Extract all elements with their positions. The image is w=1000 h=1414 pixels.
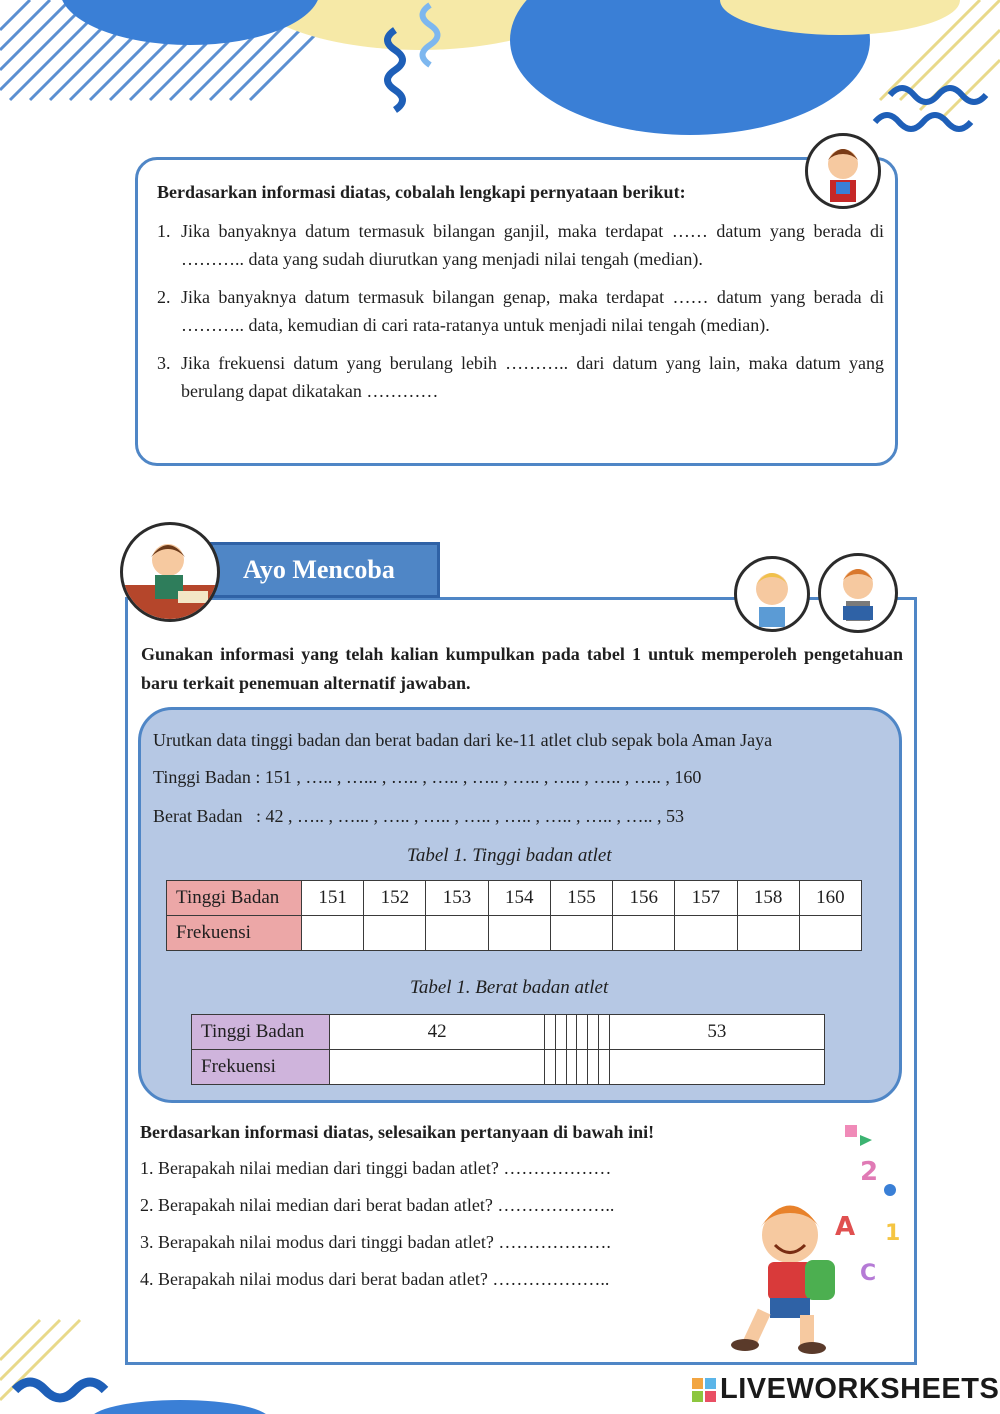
frequency-input-cell[interactable] (566, 1050, 577, 1085)
svg-text:C: C (860, 1261, 877, 1286)
list-item: 3. Berapakah nilai modus dari tinggi badan atlet? ………………. (140, 1232, 611, 1252)
table-cell: 151 (302, 881, 364, 916)
frequency-input-cell[interactable] (588, 1050, 599, 1085)
table-cell: 42 (330, 1015, 545, 1050)
table-header: Tinggi Badan (167, 881, 302, 916)
instruction-text: Urutkan data tinggi badan dan berat badan dari ke-11 atlet club sepak bola Aman Jaya (153, 730, 773, 750)
table-cell: 155 (550, 881, 612, 916)
frequency-input-cell[interactable] (675, 916, 737, 951)
table-header: Tinggi Badan (192, 1015, 330, 1050)
frequency-input-cell[interactable] (488, 916, 550, 951)
weight-table (191, 1014, 825, 1085)
height-sequence: Tinggi Badan : 151 , ….. , …... , ….. , ….. , ….. , ….. , ….. , ….. , ….. , 160 (153, 767, 702, 787)
frequency-input-cell[interactable] (364, 916, 426, 951)
section-title: Ayo Mencoba (210, 542, 440, 598)
table-cell: 158 (737, 881, 799, 916)
list-item: 2. Berapakah nilai median dari berat badan atlet? ……………….. (140, 1195, 615, 1215)
table-cell: 153 (426, 881, 488, 916)
frequency-input-cell[interactable] (577, 1050, 588, 1085)
table-header: Frekuensi (192, 1050, 330, 1085)
logo-icon (692, 1378, 716, 1402)
table-cell[interactable] (566, 1015, 577, 1050)
table-cell[interactable] (555, 1015, 566, 1050)
table-cell: 152 (364, 881, 426, 916)
running-boy-illustration (720, 1110, 920, 1360)
table2-caption: Tabel 1. Berat badan atlet (410, 977, 609, 998)
statement-list (157, 217, 884, 415)
table-cell: 160 (799, 881, 861, 916)
frequency-input-cell[interactable] (302, 916, 364, 951)
svg-text:A: A (835, 1212, 856, 1242)
svg-text:2: 2 (860, 1157, 879, 1187)
table-cell[interactable] (577, 1015, 588, 1050)
boy-writing-avatar (120, 522, 220, 622)
list-item: 3. Jika frekuensi datum yang berulang lebih ……….. dari datum yang lain, maka datum yang berulang dapat dikatakan ………… (157, 353, 884, 401)
intro-text: Gunakan informasi yang telah kalian kumpulkan pada tabel 1 untuk memperoleh pengetahuan baru terkait penemuan alternatif jawaban. (141, 644, 903, 693)
reading-boy-avatar (818, 553, 898, 633)
questions-title: Berdasarkan informasi diatas, selesaikan pertanyaan di bawah ini! (140, 1122, 655, 1142)
height-table (166, 880, 862, 951)
boy-reading-avatar (805, 133, 881, 209)
frequency-input-cell[interactable] (613, 916, 675, 951)
table-cell: 157 (675, 881, 737, 916)
table-cell[interactable] (598, 1015, 609, 1050)
table1-caption: Tabel 1. Tinggi badan atlet (407, 845, 612, 866)
weight-sequence: Berat Badan : 42 , ….. , …... , ….. , ….. , ….. , ….. , ….. , ….. , ….. , 53 (153, 806, 684, 826)
frequency-input-cell[interactable] (550, 916, 612, 951)
table-cell: 156 (613, 881, 675, 916)
liveworksheets-logo: LIVEWORKSHEETS (692, 1373, 999, 1406)
frequency-input-cell[interactable] (799, 916, 861, 951)
svg-text:1: 1 (885, 1221, 901, 1246)
frequency-input-cell[interactable] (545, 1050, 556, 1085)
table-cell[interactable] (588, 1015, 599, 1050)
list-item: 1. Jika banyaknya datum termasuk bilangan ganjil, maka terdapat …… datum yang berada di ……….. data yang sudah diurutkan yang menjadi nilai tengah (median). (157, 221, 884, 269)
list-item: 1. Berapakah nilai median dari tinggi badan atlet? ……………… (140, 1158, 612, 1178)
frequency-input-cell[interactable] (737, 916, 799, 951)
questions-list (140, 1158, 614, 1306)
list-item: 4. Berapakah nilai modus dari berat badan atlet? ……………….. (140, 1269, 610, 1289)
table-cell[interactable] (545, 1015, 556, 1050)
table-cell: 53 (609, 1015, 824, 1050)
frequency-input-cell[interactable] (330, 1050, 545, 1085)
table-cell: 154 (488, 881, 550, 916)
frequency-input-cell[interactable] (598, 1050, 609, 1085)
frequency-input-cell[interactable] (426, 916, 488, 951)
frequency-input-cell[interactable] (555, 1050, 566, 1085)
list-item: 2. Jika banyaknya datum termasuk bilangan genap, maka terdapat …… datum yang berada di ……….. data, kemudian di cari rata-ratanya untuk menjadi nilai tengah (median). (157, 287, 884, 335)
blond-boy-avatar (734, 556, 810, 632)
frequency-input-cell[interactable] (609, 1050, 824, 1085)
statement-title: Berdasarkan informasi diatas, cobalah lengkapi pernyataan berikut: (157, 182, 686, 202)
table-header: Frekuensi (167, 916, 302, 951)
